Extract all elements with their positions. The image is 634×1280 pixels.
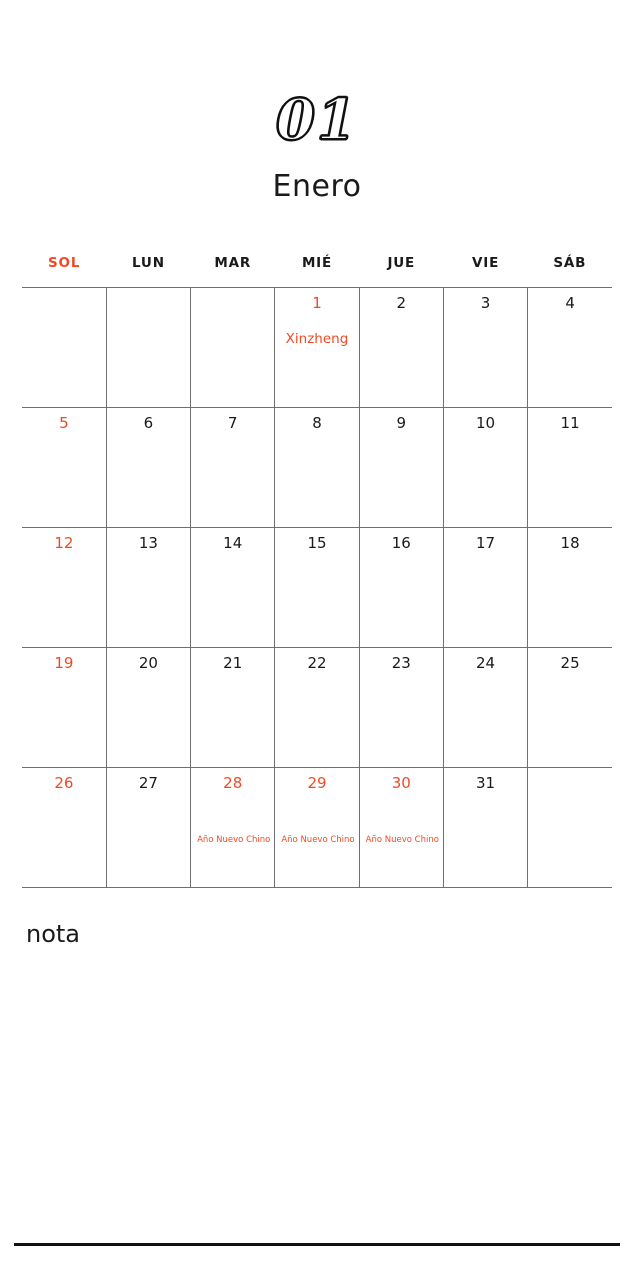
day-number: 1: [312, 294, 322, 312]
day-number: 21: [223, 654, 243, 672]
day-cell[interactable]: [443, 768, 527, 888]
day-cell[interactable]: [528, 768, 612, 888]
day-cell[interactable]: [191, 648, 275, 768]
weekday-header-jue: JUE: [387, 255, 416, 271]
day-number: 23: [391, 654, 411, 672]
day-cell[interactable]: [106, 648, 190, 768]
day-number: 26: [54, 774, 74, 792]
day-cell[interactable]: [275, 768, 359, 888]
note-label: nota: [26, 920, 81, 948]
day-number: 2: [396, 294, 407, 312]
weekday-header-mie: MIÉ: [301, 255, 333, 271]
day-cell[interactable]: [443, 288, 527, 408]
day-number: 6: [143, 414, 154, 432]
day-number: 28: [223, 774, 243, 792]
day-cell[interactable]: [191, 288, 275, 408]
weekday-header-vie: VIE: [472, 255, 500, 271]
day-cell[interactable]: [22, 768, 106, 888]
day-cell[interactable]: [359, 288, 443, 408]
calendar-week-row: [22, 408, 612, 528]
day-number: 16: [391, 534, 411, 552]
day-cell[interactable]: [22, 648, 106, 768]
weekday-header-lun: LUN: [132, 255, 165, 271]
day-cell[interactable]: [22, 408, 106, 528]
day-number: 5: [59, 414, 69, 432]
day-cell[interactable]: [191, 408, 275, 528]
day-cell[interactable]: [359, 648, 443, 768]
day-cell[interactable]: [191, 768, 275, 888]
day-number: 17: [476, 534, 496, 552]
day-number: 10: [476, 414, 496, 432]
day-event: Año Nuevo Chino: [281, 835, 355, 845]
day-number: 9: [396, 414, 407, 432]
day-cell[interactable]: [106, 288, 190, 408]
day-number: 11: [560, 414, 580, 432]
calendar-table: [22, 255, 612, 888]
day-cell[interactable]: [528, 288, 612, 408]
day-cell[interactable]: [528, 528, 612, 648]
calendar-body: [22, 288, 612, 888]
day-number: 3: [480, 294, 491, 312]
day-cell[interactable]: [443, 648, 527, 768]
day-cell[interactable]: [275, 648, 359, 768]
day-event: Xinzheng: [285, 331, 349, 347]
note-area[interactable]: [22, 960, 612, 1230]
bottom-divider: [14, 1243, 620, 1246]
day-number: 19: [54, 654, 74, 672]
calendar-week-row: [22, 768, 612, 888]
day-number: 27: [138, 774, 158, 792]
day-cell[interactable]: [191, 528, 275, 648]
weekday-header-row: [22, 255, 612, 288]
day-event: Año Nuevo Chino: [365, 835, 439, 845]
day-number: 7: [227, 414, 238, 432]
day-cell[interactable]: [359, 768, 443, 888]
month-name: Enero: [272, 169, 362, 204]
day-cell[interactable]: [275, 528, 359, 648]
day-cell[interactable]: [275, 288, 359, 408]
day-cell[interactable]: [359, 408, 443, 528]
calendar-week-row: [22, 528, 612, 648]
day-number: 12: [54, 534, 74, 552]
month-number: 01: [276, 87, 358, 153]
day-cell[interactable]: [106, 408, 190, 528]
weekday-header-sol: SOL: [48, 255, 81, 271]
day-number: 14: [223, 534, 243, 552]
day-number: 20: [138, 654, 158, 672]
day-cell[interactable]: [106, 528, 190, 648]
day-cell[interactable]: [359, 528, 443, 648]
day-cell[interactable]: [528, 648, 612, 768]
day-cell[interactable]: [22, 288, 106, 408]
day-number: 13: [138, 534, 158, 552]
weekday-header-mar: MAR: [214, 255, 252, 271]
weekday-header-sab: SÁB: [553, 255, 587, 271]
calendar-week-row: [22, 648, 612, 768]
day-number: 4: [565, 294, 575, 312]
day-number: 8: [312, 414, 322, 432]
day-event: Año Nuevo Chino: [197, 835, 271, 845]
day-cell[interactable]: [106, 768, 190, 888]
day-number: 22: [307, 654, 327, 672]
day-number: 24: [476, 654, 496, 672]
day-number: 18: [560, 534, 580, 552]
day-number: 25: [560, 654, 580, 672]
day-cell[interactable]: [275, 408, 359, 528]
day-cell[interactable]: [443, 408, 527, 528]
day-cell[interactable]: [443, 528, 527, 648]
day-number: 30: [391, 774, 411, 792]
day-cell[interactable]: [22, 528, 106, 648]
day-number: 29: [307, 774, 327, 792]
calendar-grid: [22, 255, 612, 888]
day-cell[interactable]: [528, 408, 612, 528]
day-number: 15: [307, 534, 327, 552]
calendar-week-row: [22, 288, 612, 408]
day-number: 31: [476, 774, 496, 792]
